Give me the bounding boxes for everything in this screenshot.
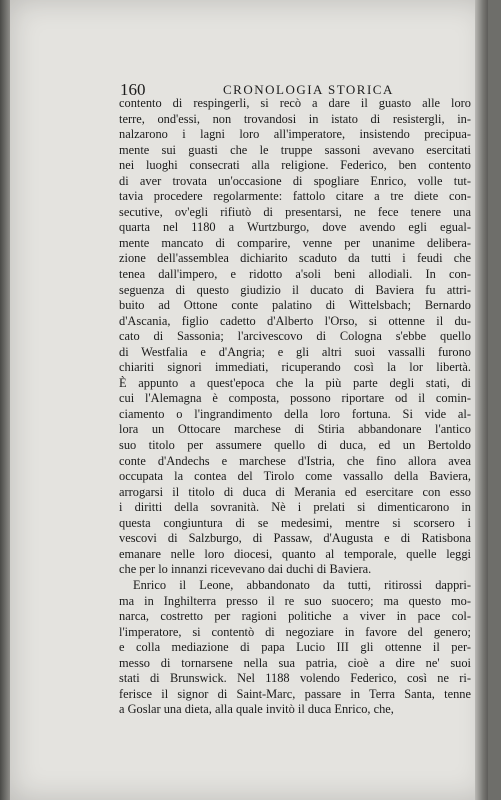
text-line: messo di tornarsene nella sua patria, cioè a dire ne' suoi xyxy=(119,655,471,670)
text-line: emanare nelle loro diocesi, quanto al temporale, quelle leggi xyxy=(119,546,471,561)
page-number: 160 xyxy=(120,80,146,99)
text-line: di Westfalia e d'Angria; e gli altri suoi vassalli furono xyxy=(119,344,471,359)
text-line: contento di respingerli, si recò a dare il guasto alle loro xyxy=(119,96,471,110)
text-line: mente sui guasti che le truppe sassoni avevano esercitati xyxy=(119,142,471,157)
text-line: mente mancato di comparire, venne per unanime delibera- xyxy=(119,235,471,250)
text-line: di aver trovata un'occasione di spogliare Enrico, volle tut- xyxy=(119,173,471,188)
text-line: e colla mediazione di papa Lucio III gli ottenne il per- xyxy=(119,640,471,655)
text-line: stati di Brunswick. Nel 1188 volendo Federico, così ne ri- xyxy=(119,671,471,686)
paragraph xyxy=(119,578,471,718)
text-line: tenea dall'impero, e ridotto a'soli beni allodiali. In con- xyxy=(119,267,471,282)
text-line: nalzarono i lagni loro all'imperatore, insistendo precipua- xyxy=(119,127,471,142)
text-line: vescovi di Salzburgo, di Passaw, d'Augusta e di Ratisbona xyxy=(119,531,471,546)
text-line: arrogarsi il titolo di duca di Merania ed esercitare con esso xyxy=(119,484,471,499)
text-line: che per lo innanzi ricevevano dai duchi di Baviera. xyxy=(119,562,372,577)
text-line: suo titolo per assumere quello di duca, ed un Bertoldo xyxy=(119,438,471,453)
text-line: questa congiuntura di se medesimi, mentre si scorsero i xyxy=(119,515,471,530)
text-line: secutive, ov'egli rifiutò di presentarsi, ne fece tenere una xyxy=(119,204,471,219)
text-line: i diritti della sovranità. Nè i prelati si dimenticarono in xyxy=(119,500,471,515)
text-line: chiariti signori immediati, ricuperando così la lor libertà. xyxy=(119,360,471,375)
text-line: nei luoghi consecrati alla religione. Federico, ben contento xyxy=(119,158,471,173)
text-line: È appunto a quest'epoca che la più parte degli stati, di xyxy=(119,375,471,390)
text-line: ciamento o l'ingrandimento della loro fortuna. Si vide al- xyxy=(119,406,471,421)
text-line: lora un Ottocare marchese di Stiria abbandonare l'antico xyxy=(119,422,471,437)
text-line: ma in Inghilterra presso il re suo suocero; ma questo mo- xyxy=(119,593,471,608)
text-line: l'imperatore, si contentò di negoziare in favore del genero; xyxy=(119,624,471,639)
text-line: quarta nel 1180 a Wurtzburgo, dove avendo egli egual- xyxy=(119,220,471,235)
text-line: a Goslar una dieta, alla quale invitò il duca Enrico, che, xyxy=(119,702,394,717)
text-line: buito ad Ottone conte palatino di Wittelsbach; Bernardo xyxy=(119,298,471,313)
text-line: seguenza di questo giudizio il ducato di Baviera fu attri- xyxy=(119,282,471,297)
text-line: cui l'Alemagna è composta, possono riportare od il comin- xyxy=(119,391,471,406)
text-line: occupata la contea del Tirolo come vassallo della Baviera, xyxy=(119,469,471,484)
text-line: terre, ond'essi, non trovandosi in istato di resistergli, in- xyxy=(119,111,471,126)
paragraph xyxy=(119,96,471,578)
text-line: ferisce il signor di Saint-Marc, passare in Terra Santa, tenne xyxy=(119,686,471,701)
book-gutter-shadow xyxy=(0,0,10,800)
text-line: conte d'Andechs e marchese d'Istria, che fino allora avea xyxy=(119,453,471,468)
body-text xyxy=(119,96,471,718)
text-line: d'Ascania, figlio cadetto d'Alberto l'Orso, si ottenne il du- xyxy=(119,313,471,328)
text-line: Enrico il Leone, abbandonato da tutti, ritirossi dappri- xyxy=(133,577,471,592)
text-line: narca, costretto per ragioni politiche a viver in pace col- xyxy=(119,609,471,624)
text-line: zione dell'assemblea dichiarito scaduto da tutti i feudi che xyxy=(119,251,471,266)
text-line: cato di Sassonia; l'arcivescovo di Cologna s'ebbe quello xyxy=(119,329,471,344)
text-line: tavia procedere regolarmente: fattolo citare a tre diete con- xyxy=(119,189,471,204)
page-edge xyxy=(475,0,488,800)
running-title: CRONOLOGIA STORICA xyxy=(223,82,394,97)
